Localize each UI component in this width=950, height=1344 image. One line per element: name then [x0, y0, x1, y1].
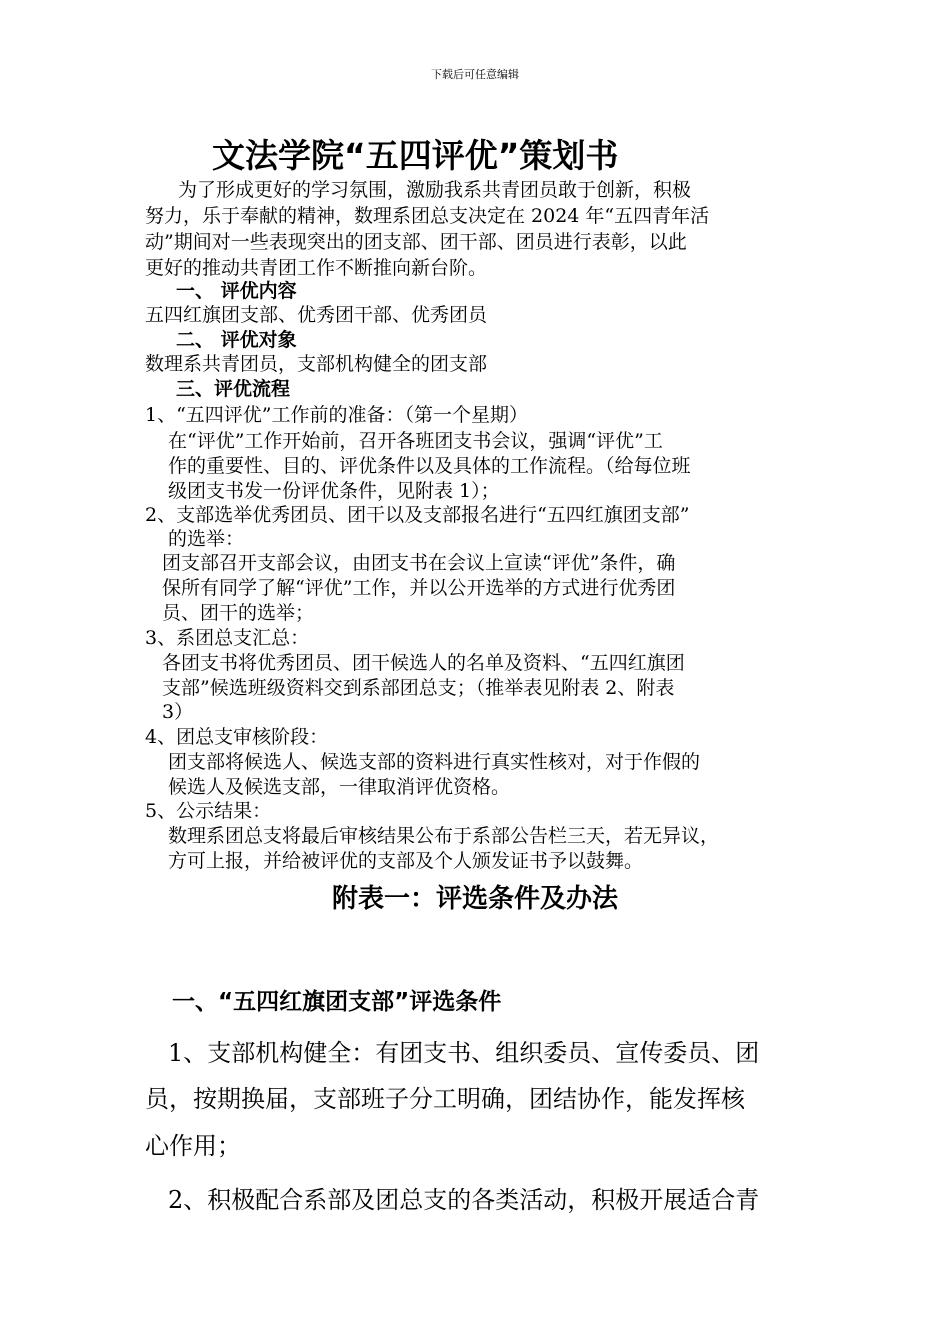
- step-body-line: 团支部召开支部会议，由团支书在会议上宣读“评优”条件，确: [162, 552, 676, 574]
- step-body-line: 方可上报，并给被评优的支部及个人颁发证书予以鼓舞。: [168, 850, 644, 872]
- appendix-heading: 一、“五四红旗团支部”评选条件: [172, 989, 502, 1015]
- step-body-line: 作的重要性、目的、评优条件以及具体的工作流程。（给每位班: [168, 455, 691, 477]
- intro-line: 为了形成更好的学习氛围，激励我系共青团员敢于创新，积极: [178, 179, 692, 201]
- step-body-line: 数理系团总支将最后审核结果公布于系部公告栏三天，若无异议，: [168, 825, 720, 847]
- section-heading: 三、评优流程: [176, 378, 291, 400]
- intro-line: 更好的推动共青团工作不断推向新台阶。: [145, 257, 488, 279]
- intro-line: 努力，乐于奉献的精神，数理系团总支决定在 2024 年“五四青年活: [145, 205, 710, 227]
- section-heading: 一、 评优内容: [176, 280, 297, 302]
- step-title-cont: 的选举：: [168, 528, 245, 550]
- appendix-line: 2、积极配合系部及团总支的各类活动，积极开展适合青: [168, 1186, 760, 1214]
- step-body-line: 3）: [162, 701, 194, 723]
- appendix-line: 1、支部机构健全：有团支书、组织委员、宣传委员、团: [168, 1039, 760, 1067]
- appendix-line: 员，按期换届，支部班子分工明确，团结协作，能发挥核: [145, 1085, 745, 1113]
- intro-line: 动”期间对一些表现突出的团支部、团干部、团员进行表彰，以此: [145, 231, 687, 253]
- step-body-line: 保所有同学了解“评优”工作，并以公开选举的方式进行优秀团: [162, 577, 676, 599]
- step-body-line: 员、团干的选举；: [162, 602, 315, 624]
- section-heading: 二、 评优对象: [176, 329, 297, 351]
- step-body-line: 各团支书将优秀团员、团干候选人的名单及资料、“五四红旗团: [162, 652, 685, 674]
- step-title: 2、支部选举优秀团员、团干以及支部报名进行“五四红旗团支部”: [145, 504, 690, 526]
- step-title: 5、公示结果：: [145, 800, 272, 822]
- step-body-line: 候选人及候选支部，一律取消评优资格。: [168, 776, 511, 798]
- step-body-line: 团支部将候选人、候选支部的资料进行真实性核对，对于作假的: [168, 751, 701, 773]
- step-body-line: 在“评优”工作开始前，召开各班团支书会议，强调“评优”工: [168, 430, 663, 452]
- step-title: 4、团总支审核阶段：: [145, 726, 329, 748]
- step-body-line: 支部”候选班级资料交到系部团总支；（推举表见附表 2、附表: [162, 677, 675, 699]
- appendix-title: 附表一：评选条件及办法: [331, 884, 618, 914]
- header-note: 下载后可任意编辑: [431, 68, 519, 81]
- appendix-line: 心作用；: [145, 1132, 241, 1160]
- page-title: 文法学院“五四评优”策划书: [212, 136, 619, 175]
- section-text: 五四红旗团支部、优秀团干部、优秀团员: [145, 304, 488, 326]
- step-title: 1、“五四评优”工作前的准备：（第一个星期）: [145, 404, 529, 426]
- step-body-line: 级团支书发一份评优条件，见附表 1）；: [168, 480, 500, 502]
- step-title: 3、系团总支汇总：: [145, 627, 310, 649]
- section-text: 数理系共青团员，支部机构健全的团支部: [145, 353, 488, 375]
